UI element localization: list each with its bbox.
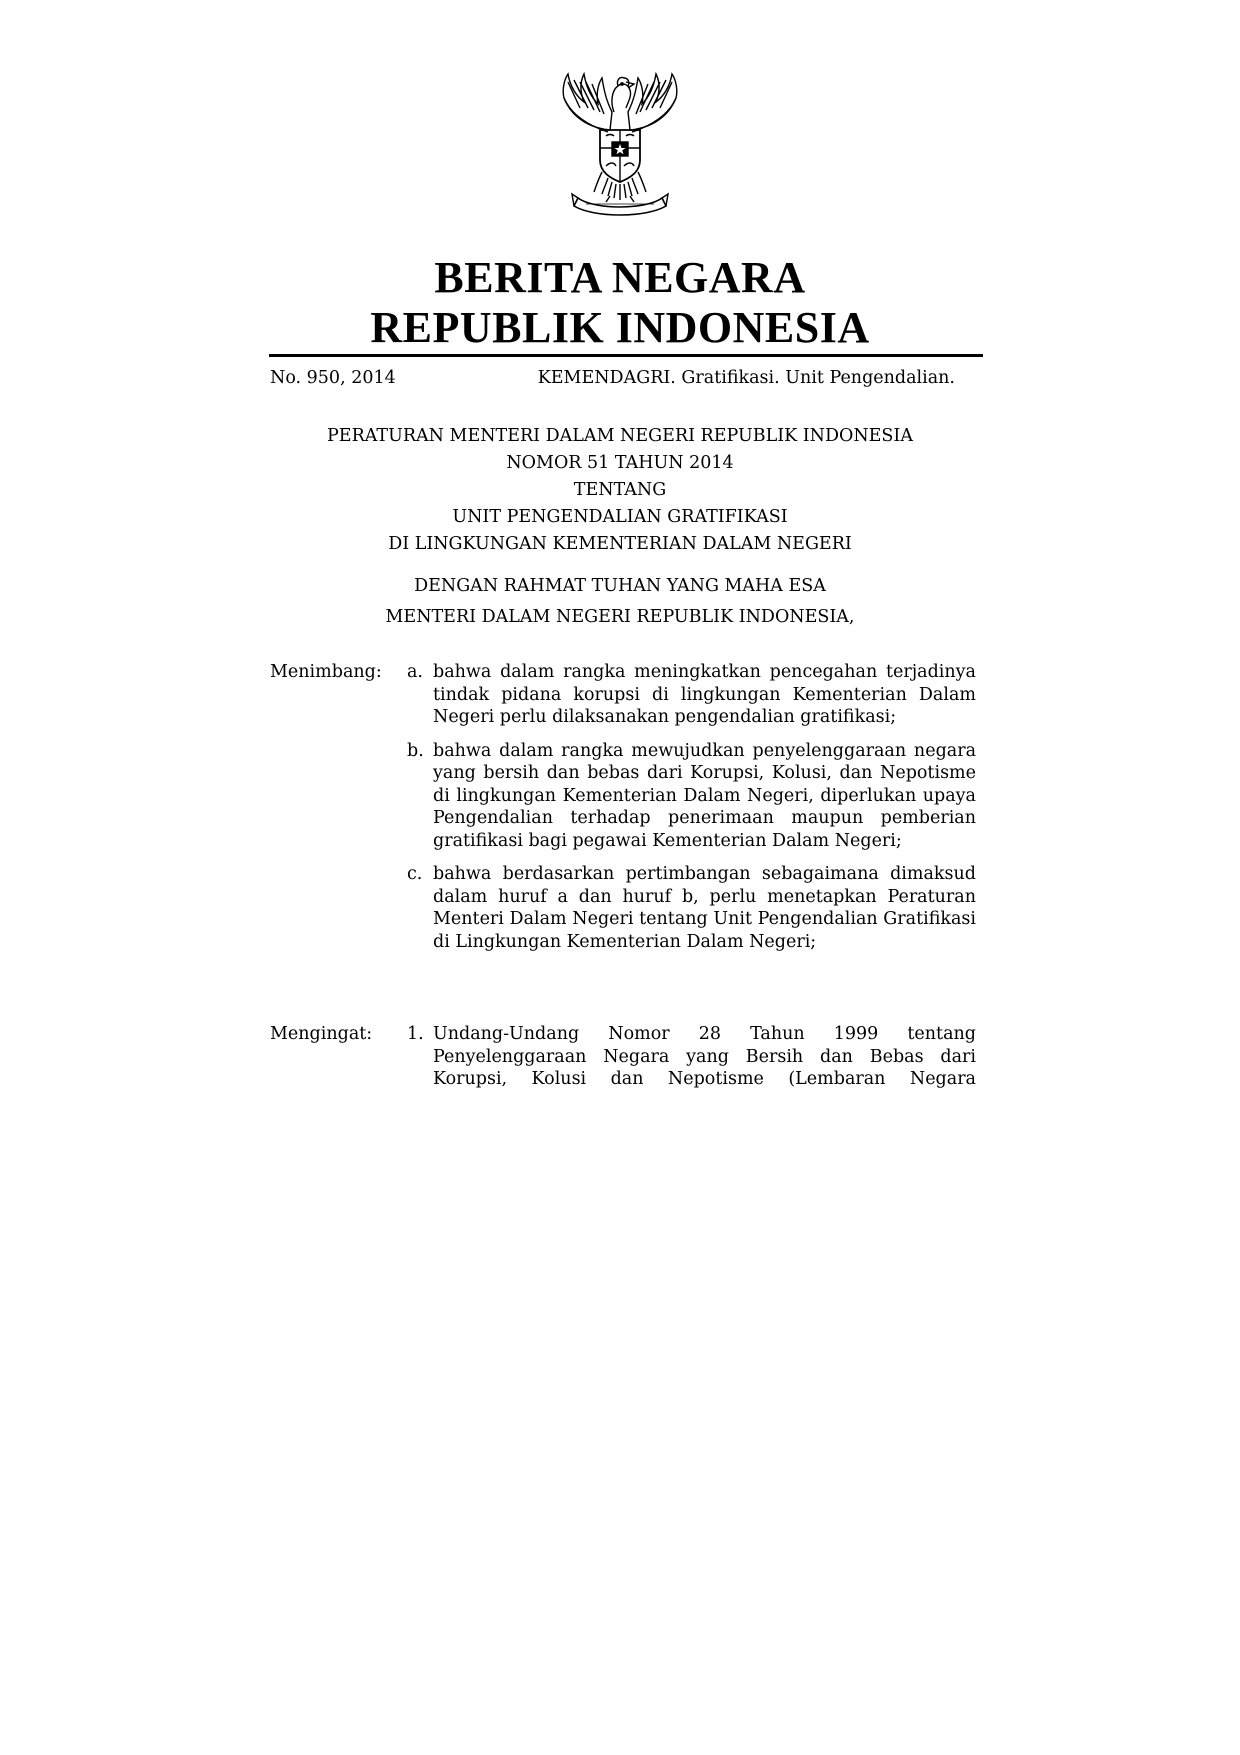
- masthead-subtitle: REPUBLIK INDONESIA: [370, 303, 870, 352]
- masthead-title: BERITA NEGARA: [434, 253, 806, 302]
- title-line: PERATURAN MENTERI DALAM NEGERI REPUBLIK INDONESIA: [327, 426, 913, 446]
- item-marker: a.: [407, 662, 423, 682]
- list-item: [407, 740, 976, 853]
- section-label: Mengingat:: [270, 1024, 373, 1044]
- opening-line: DENGAN RAHMAT TUHAN YANG MAHA ESA: [414, 576, 826, 596]
- item-marker: c.: [407, 864, 423, 884]
- legal-basis-list: [407, 1023, 976, 1102]
- title-line: UNIT PENGENDALIAN GRATIFIKASI: [452, 507, 788, 527]
- masthead-divider: [269, 354, 983, 357]
- regulation-title: [270, 423, 970, 558]
- section-label: Menimbang:: [270, 662, 382, 682]
- item-text: Undang-Undang Nomor 28 Tahun 1999 tentang Penyelenggaraan Negara yang Bersih dan Bebas dari Korupsi, Kolusi dan Nepotisme (Lembaran Negara: [433, 1024, 976, 1089]
- item-text: bahwa berdasarkan pertimbangan sebagaimana dimaksud dalam huruf a dan huruf b, perlu menetapkan Peraturan Menteri Dalam Negeri tentang Unit Pengendalian Gratifikasi di Lingkungan Kementerian Dalam Negeri;: [433, 864, 976, 952]
- list-item: [407, 1023, 976, 1091]
- gazette-subject: KEMENDAGRI. Gratifikasi. Unit Pengendalian.: [537, 368, 955, 388]
- item-marker: b.: [407, 740, 424, 761]
- item-marker: 1.: [407, 1024, 424, 1044]
- title-line: NOMOR 51 TAHUN 2014: [506, 453, 734, 473]
- garuda-pancasila-emblem-icon: [550, 68, 690, 218]
- list-item: [407, 661, 976, 729]
- title-line: DI LINGKUNGAN KEMENTERIAN DALAM NEGERI: [388, 534, 852, 554]
- considerations-list: [407, 661, 976, 964]
- opening-formula: [270, 571, 970, 633]
- list-item: [407, 863, 976, 953]
- item-text: bahwa dalam rangka meningkatkan pencegahan terjadinya tindak pidana korupsi di lingkungan Kementerian Dalam Negeri perlu dilaksanakan pengendalian gratifikasi;: [433, 662, 976, 727]
- opening-line: MENTERI DALAM NEGERI REPUBLIK INDONESIA,: [385, 607, 855, 627]
- title-line: TENTANG: [573, 480, 667, 500]
- gazette-number: No. 950, 2014: [270, 368, 396, 388]
- item-text: bahwa dalam rangka mewujudkan penyelenggaraan negara yang bersih dan bebas dari Korupsi, Kolusi, dan Nepotisme di lingkungan Kementerian Dalam Negeri, diperlukan upaya Pengendalian terhadap penerimaan maupun pemberian gratifikasi bagi pegawai Kementerian Dalam Negeri;: [433, 740, 976, 851]
